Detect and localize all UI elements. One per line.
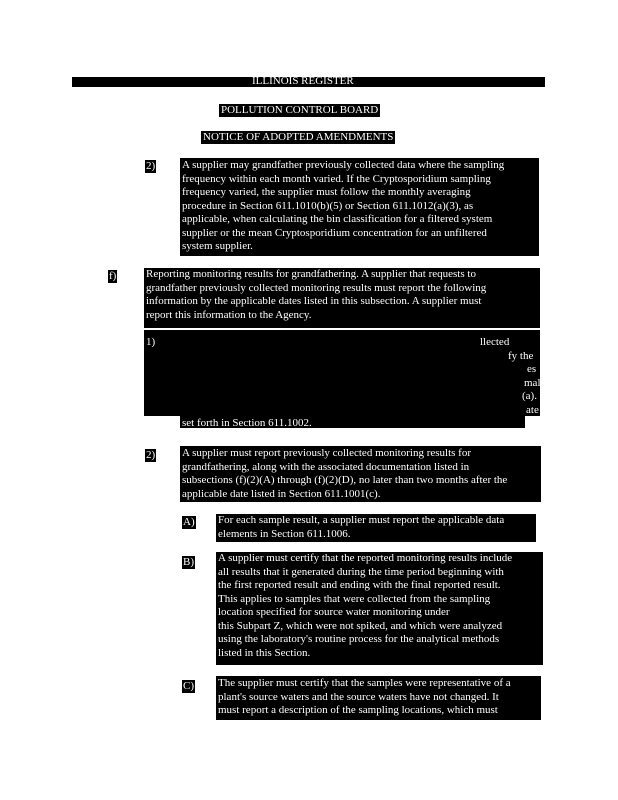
board-title: POLLUTION CONTROL BOARD <box>221 104 379 116</box>
para-1-fragment: llected <box>480 336 510 348</box>
para-1-fragment: (a). <box>522 390 537 402</box>
para-2-top-label: 2) <box>146 160 156 172</box>
register-title: ILLINOIS REGISTER <box>252 75 354 87</box>
para-2-label: 2) <box>146 449 156 461</box>
para-f-label: f) <box>109 270 117 282</box>
para-a-label: A) <box>183 516 195 528</box>
para-c-label: C) <box>183 680 194 692</box>
notice-title: NOTICE OF ADOPTED AMENDMENTS <box>203 131 394 143</box>
para-1-last-line: set forth in Section 611.1002. <box>182 417 312 429</box>
para-b-label: B) <box>183 556 194 568</box>
para-1-label: 1) <box>146 336 156 348</box>
para-1-fragment: es <box>527 363 537 375</box>
para-1-fragment: fy the <box>508 349 534 362</box>
para-1-fragment: mal <box>524 376 541 389</box>
para-1-fragment: ate <box>526 403 539 416</box>
